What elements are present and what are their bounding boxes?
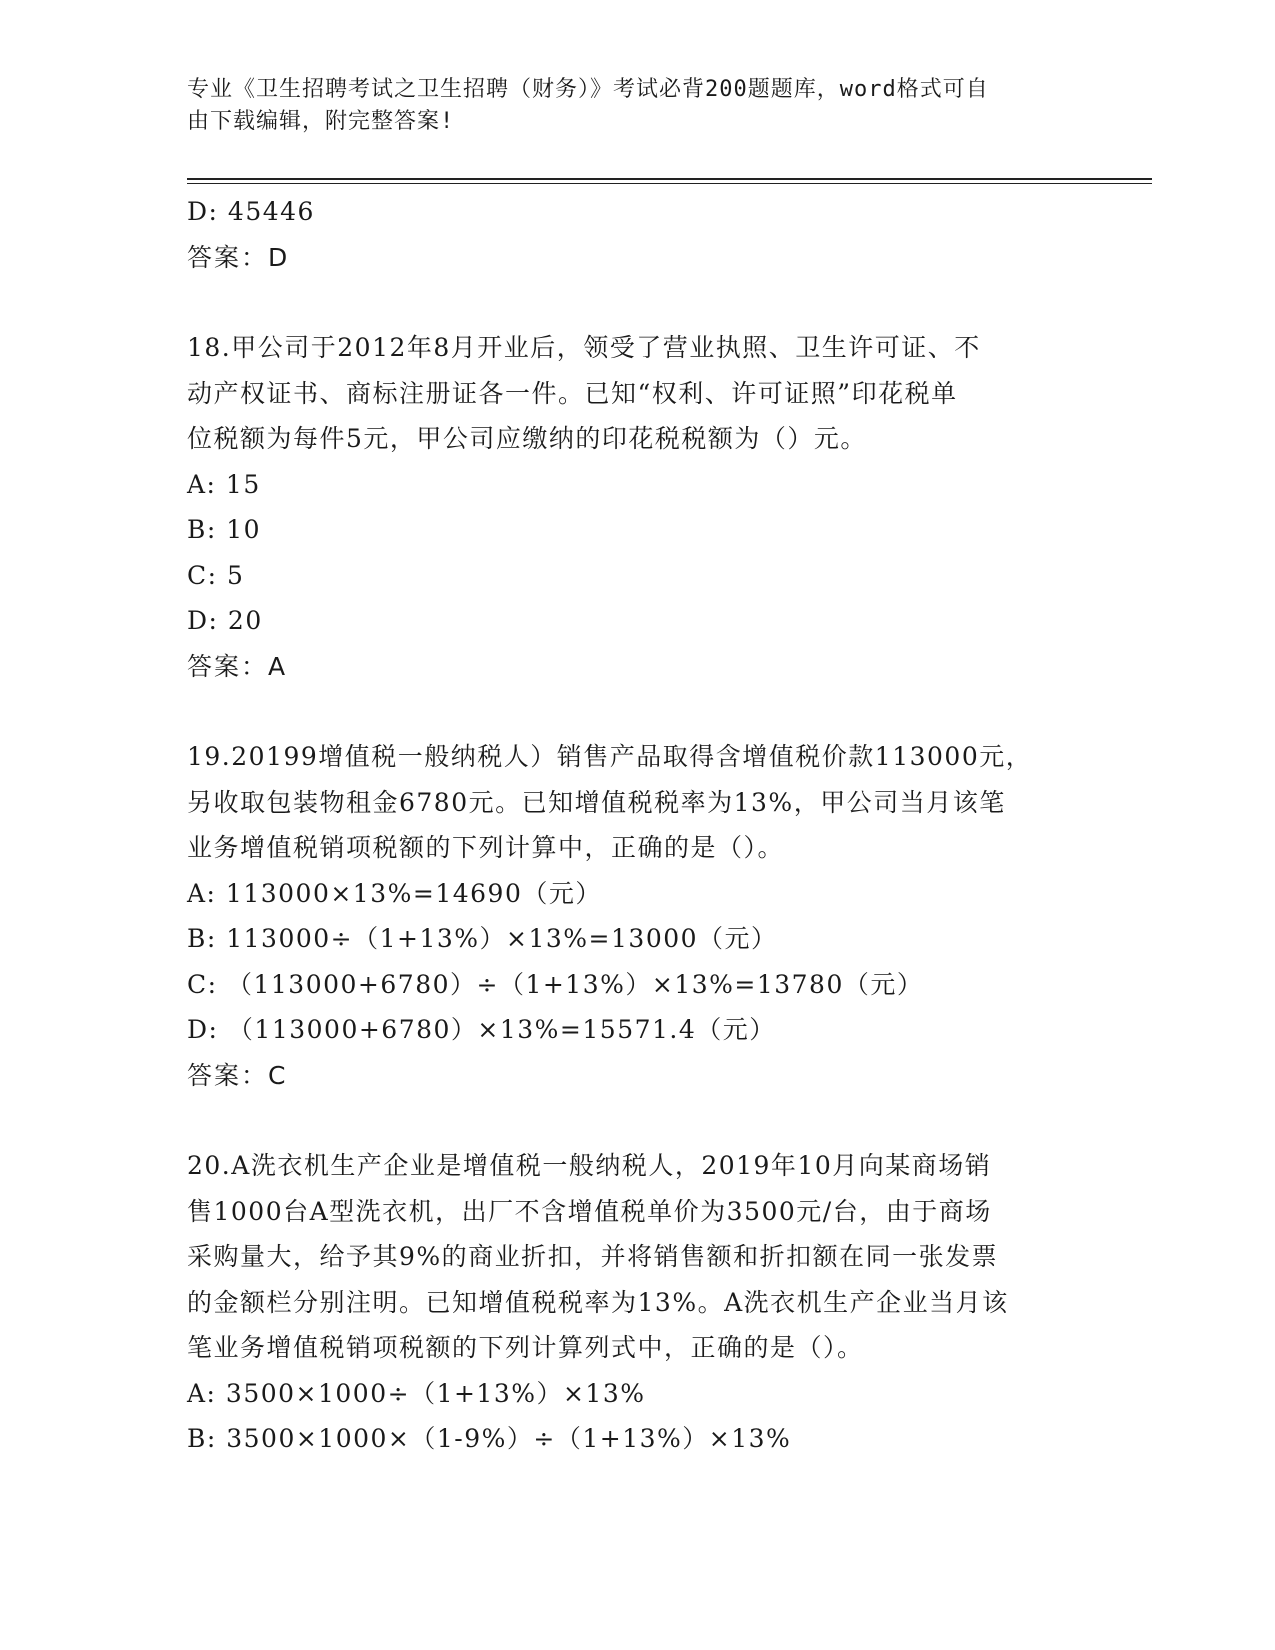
option-a: A: 113000×13%=14690（元） [187,878,602,908]
question-block [187,325,1087,689]
question-stem-line: 20.A洗衣机生产企业是增值税一般纳税人，2019年10月向某商场销 [187,1151,992,1180]
answer-line: 答案：A [187,651,288,681]
question-stem-line: 业务增值税销项税额的下列计算中，正确的是（）。 [187,833,785,862]
option-c: C: （113000+6780）÷（1+13%）×13%=13780（元） [187,969,924,999]
option-c: C: 5 [187,560,245,590]
answer-line: 答案：C [187,1060,288,1090]
question-stem-line: 18.甲公司于2012年8月开业后，领受了营业执照、卫生许可证、不 [187,333,981,362]
question-stem-line: 笔业务增值税销项税额的下列计算列式中，正确的是（）。 [187,1333,864,1362]
question-block [187,1143,1087,1462]
question-stem-line: 19.20199增值税一般纳税人）销售产品取得含增值税价款113000元， [187,742,1033,771]
option-d: D: 45446 [187,197,315,226]
document-body [187,189,1087,1462]
question-stem-line: 位税额为每件5元，甲公司应缴纳的印花税税额为（）元。 [187,424,867,453]
option-b: B: 10 [187,515,262,544]
question-stem-line: 售1000台A型洗衣机，出厂不含增值税单价为3500元/台，由于商场 [187,1196,992,1226]
question-block [187,734,1087,1098]
answer-line: 答案：D [187,242,290,272]
header-divider-thin [187,183,1152,184]
question-spacer [187,1098,1087,1143]
header-divider-thick [187,178,1152,180]
question-stem-line: 采购量大，给予其9%的商业折扣，并将销售额和折扣额在同一张发票 [187,1242,999,1271]
question-stem-line: 动产权证书、商标注册证各一件。已知“权利、许可证照”印花税单 [187,378,958,408]
option-b: B: 3500×1000×（1-9%）÷（1+13%）×13% [187,1424,792,1453]
option-a: A: 15 [187,469,261,499]
question-spacer [187,280,1087,325]
header-line-2: 由下载编辑，附完整答案! [187,109,455,134]
option-a: A: 3500×1000÷（1+13%）×13% [187,1378,646,1408]
header-line-1: 专业《卫生招聘考试之卫生招聘（财务）》考试必背200题题库，word格式可自 [187,77,989,102]
question-spacer [187,689,1087,734]
option-b: B: 113000÷（1+13%）×13%=13000（元） [187,924,778,953]
question-stem-line: 的金额栏分别注明。已知增值税税率为13%。A洗衣机生产企业当月该 [187,1287,1009,1317]
option-d: D: （113000+6780）×13%=15571.4（元） [187,1015,776,1044]
document-header [187,74,1067,138]
option-d: D: 20 [187,606,263,635]
question-stem-line: 另收取包装物租金6780元。已知增值税税率为13%，甲公司当月该笔 [187,787,1006,817]
